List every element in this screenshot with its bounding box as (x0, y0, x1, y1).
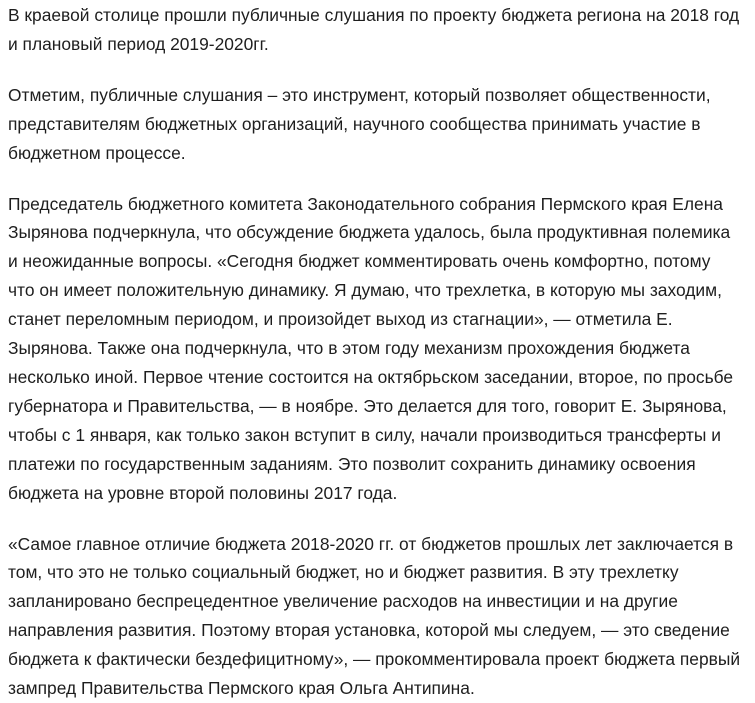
paragraph-zyryanova-quote: Председатель бюджетного комитета Законодательного собрания Пермского края Елена Зырянова подчеркнула, что обсуждение бюджета удалось, была продуктивная полемика и неожиданные вопросы. «Сегодня бюджет комментировать очень комфортно, потому что он имеет положительную динамику. Я думаю, что трехлетка, в которую мы заходим, станет переломным периодом, и произойдет выход из стагнации», — отметила Е. Зырянова. Также она подчеркнула, что в этом году механизм прохождения бюджета несколько иной. Первое чтение состоится на октябрьском заседании, второе, по просьбе губернатора и Правительства, — в ноябре. Это делается для того, говорит Е. Зырянова, чтобы с 1 января, как только закон вступит в силу, начали производиться трансферты и платежи по государственным заданиям. Это позволит сохранить динамику освоения бюджета на уровне второй половины 2017 года. (8, 193, 734, 503)
paragraph-hearings: В краевой столице прошли публичные слушания по проекту бюджета региона на 2018 год и плановый период 2019-2020гг. (8, 5, 740, 54)
paragraph-antipina-quote: «Самое главное отличие бюджета 2018-2020 гг. от бюджетов прошлых лет заключается в том, что это не только социальный бюджет, но и бюджет развития. В эту трехлетку запланировано беспрецедентное увеличение расходов на инвестиции и на другие направления развития. Поэтому вторая установка, которой мы следуем, — это сведение бюджета к фактически бездефицитному», — прокомментировала проект бюджета первый зампред Правительства Пермского края Ольга Антипина. (8, 533, 741, 699)
paragraph-public-hearings-definition: Отметим, публичные слушания – это инструмент, который позволяет общественности, представителям бюджетных организаций, научного сообщества принимать участие в бюджетном процессе. (8, 84, 711, 163)
